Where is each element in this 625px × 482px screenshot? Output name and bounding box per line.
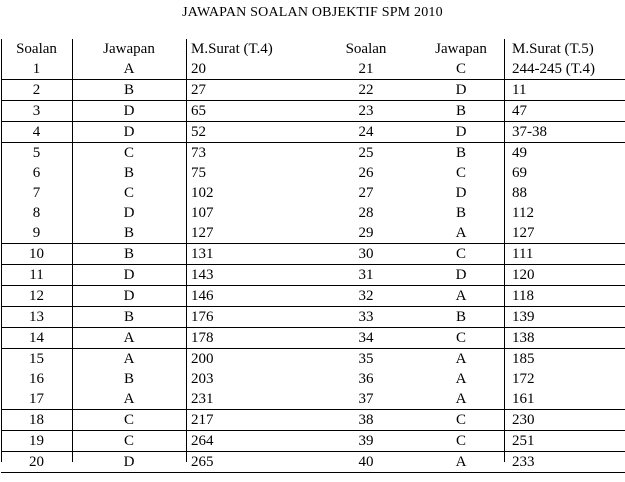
cell-jawapan: C — [123, 412, 134, 428]
cell-soalan-2: 28 — [358, 205, 374, 221]
cell-jawapan: D — [123, 205, 135, 221]
cell-msurat-t5: 230 — [512, 412, 535, 428]
table-row — [1, 307, 625, 328]
cell-soalan-2: 23 — [358, 103, 374, 119]
cell-msurat-t4: 231 — [191, 391, 214, 407]
cell-jawapan-2: C — [455, 412, 466, 428]
cell-soalan-2: 38 — [358, 412, 374, 428]
cell-msurat-t4: 73 — [191, 145, 206, 161]
cell-soalan: 12 — [29, 288, 44, 304]
cell-msurat-t5: 139 — [512, 309, 535, 325]
cell-msurat-t5: 138 — [512, 330, 535, 346]
cell-soalan-2: 40 — [358, 454, 374, 470]
cell-jawapan-2: B — [455, 103, 466, 119]
cell-jawapan-2: C — [455, 165, 466, 181]
cell-msurat-t5: 233 — [512, 454, 535, 470]
cell-msurat-t5: 244-245 (T.4) — [512, 61, 596, 77]
cell-msurat-t5: 47 — [512, 103, 527, 119]
table-row — [1, 452, 625, 473]
header-soalan: Soalan — [16, 41, 57, 57]
cell-msurat-t4: 143 — [191, 267, 214, 283]
cell-msurat-t5: 172 — [512, 371, 535, 387]
table-row — [1, 349, 625, 369]
header-soalan-2: Soalan — [345, 41, 387, 57]
table-row — [1, 389, 625, 410]
cell-msurat-t4: 65 — [191, 103, 206, 119]
cell-jawapan-2: C — [455, 330, 466, 346]
cell-jawapan-2: D — [455, 124, 467, 140]
cell-msurat-t5: 49 — [512, 145, 527, 161]
cell-soalan: 4 — [32, 124, 41, 140]
cell-jawapan-2: A — [455, 351, 467, 367]
cell-msurat-t5: 120 — [512, 267, 535, 283]
cell-soalan-2: 34 — [358, 330, 374, 346]
table-row — [1, 163, 625, 183]
cell-soalan-2: 35 — [358, 351, 374, 367]
table-row — [1, 265, 625, 286]
cell-msurat-t4: 52 — [191, 124, 206, 140]
cell-msurat-t4: 178 — [191, 330, 214, 346]
cell-soalan: 7 — [32, 185, 41, 201]
header-msurat-t5: M.Surat (T.5) — [512, 41, 594, 57]
header-msurat-t4: M.Surat (T.4) — [191, 41, 273, 57]
table-row — [1, 183, 625, 203]
cell-msurat-t5: 118 — [512, 288, 534, 304]
cell-msurat-t4: 27 — [191, 82, 206, 98]
cell-msurat-t4: 203 — [191, 371, 214, 387]
cell-soalan: 20 — [29, 454, 44, 470]
cell-jawapan: C — [123, 185, 134, 201]
cell-soalan: 14 — [29, 330, 44, 346]
table-row — [1, 80, 625, 101]
cell-jawapan: B — [123, 82, 134, 98]
cell-jawapan: D — [123, 288, 135, 304]
cell-soalan: 9 — [32, 225, 41, 241]
cell-soalan-2: 25 — [358, 145, 374, 161]
table-row — [1, 328, 625, 349]
cell-jawapan-2: C — [455, 246, 466, 262]
cell-jawapan: B — [123, 225, 134, 241]
cell-jawapan: D — [123, 124, 135, 140]
cell-soalan-2: 29 — [358, 225, 374, 241]
cell-msurat-t4: 146 — [191, 288, 214, 304]
cell-soalan: 1 — [32, 61, 41, 77]
cell-msurat-t4: 264 — [191, 433, 214, 449]
cell-soalan: 11 — [29, 267, 44, 283]
cell-soalan: 15 — [29, 351, 44, 367]
cell-jawapan: D — [123, 267, 135, 283]
cell-msurat-t5: 69 — [512, 165, 527, 181]
cell-jawapan-2: D — [455, 267, 467, 283]
cell-soalan-2: 22 — [358, 82, 374, 98]
cell-jawapan: A — [123, 391, 135, 407]
table-row — [1, 286, 625, 307]
cell-msurat-t5: 185 — [512, 351, 535, 367]
table-row — [1, 101, 625, 122]
cell-soalan-2: 39 — [358, 433, 374, 449]
cell-soalan: 8 — [32, 205, 41, 221]
cell-msurat-t5: 11 — [512, 82, 527, 98]
cell-jawapan-2: D — [455, 82, 467, 98]
cell-jawapan: B — [123, 371, 134, 387]
cell-msurat-t5: 161 — [512, 391, 535, 407]
cell-msurat-t5: 37-38 — [512, 124, 547, 140]
cell-jawapan: C — [123, 145, 134, 161]
cell-soalan-2: 37 — [358, 391, 374, 407]
cell-msurat-t4: 75 — [191, 165, 206, 181]
table-row — [1, 203, 625, 223]
header-jawapan: Jawapan — [103, 41, 155, 57]
table-row — [1, 143, 625, 163]
table-row — [1, 369, 625, 389]
cell-msurat-t4: 102 — [191, 185, 214, 201]
cell-msurat-t5: 88 — [512, 185, 527, 201]
answer-table — [1, 39, 625, 473]
header-jawapan-2: Jawapan — [435, 41, 487, 57]
cell-soalan: 17 — [29, 391, 44, 407]
cell-soalan: 10 — [29, 246, 44, 262]
cell-soalan: 16 — [29, 371, 44, 387]
cell-msurat-t5: 111 — [512, 246, 534, 262]
cell-msurat-t4: 107 — [191, 205, 214, 221]
table-row — [1, 410, 625, 431]
cell-soalan-2: 32 — [358, 288, 374, 304]
cell-jawapan: D — [123, 454, 135, 470]
cell-msurat-t4: 131 — [191, 246, 214, 262]
cell-soalan-2: 24 — [358, 124, 374, 140]
cell-msurat-t4: 217 — [191, 412, 214, 428]
table-row — [1, 431, 625, 452]
cell-msurat-t5: 251 — [512, 433, 535, 449]
cell-jawapan: B — [123, 246, 134, 262]
cell-jawapan: A — [123, 61, 135, 77]
cell-jawapan: B — [123, 309, 134, 325]
cell-soalan-2: 30 — [358, 246, 374, 262]
cell-soalan: 6 — [32, 165, 41, 181]
table-row — [1, 59, 625, 80]
cell-soalan: 2 — [32, 82, 41, 98]
cell-jawapan-2: A — [455, 454, 467, 470]
cell-jawapan-2: A — [455, 371, 467, 387]
cell-jawapan-2: A — [455, 225, 467, 241]
cell-soalan: 19 — [29, 433, 44, 449]
cell-msurat-t4: 20 — [191, 61, 206, 77]
cell-jawapan-2: B — [455, 145, 466, 161]
table-row — [1, 223, 625, 244]
cell-jawapan: A — [123, 330, 135, 346]
cell-soalan: 13 — [29, 309, 44, 325]
cell-msurat-t5: 127 — [512, 225, 535, 241]
table-row — [1, 244, 625, 265]
cell-msurat-t4: 127 — [191, 225, 214, 241]
cell-jawapan-2: A — [455, 288, 467, 304]
cell-msurat-t5: 112 — [512, 205, 534, 221]
cell-jawapan: D — [123, 103, 135, 119]
cell-jawapan-2: C — [455, 433, 466, 449]
cell-soalan: 3 — [32, 103, 41, 119]
cell-soalan-2: 27 — [358, 185, 374, 201]
cell-soalan-2: 31 — [358, 267, 374, 283]
cell-jawapan: A — [123, 351, 135, 367]
cell-soalan: 5 — [32, 145, 41, 161]
cell-msurat-t4: 200 — [191, 351, 214, 367]
cell-soalan-2: 21 — [358, 61, 374, 77]
cell-msurat-t4: 265 — [191, 454, 214, 470]
cell-soalan-2: 33 — [358, 309, 374, 325]
cell-jawapan-2: C — [455, 61, 466, 77]
page-title: JAWAPAN SOALAN OBJEKTIF SPM 2010 — [182, 5, 443, 20]
cell-soalan: 18 — [29, 412, 44, 428]
cell-jawapan: B — [123, 165, 134, 181]
cell-jawapan-2: A — [455, 391, 467, 407]
cell-msurat-t4: 176 — [191, 309, 214, 325]
cell-jawapan-2: B — [455, 205, 466, 221]
cell-jawapan-2: D — [455, 185, 467, 201]
cell-soalan-2: 26 — [358, 165, 374, 181]
table-header-row — [1, 39, 625, 59]
table-row — [1, 122, 625, 143]
cell-jawapan-2: B — [455, 309, 466, 325]
cell-soalan-2: 36 — [358, 371, 374, 387]
cell-jawapan: C — [123, 433, 134, 449]
